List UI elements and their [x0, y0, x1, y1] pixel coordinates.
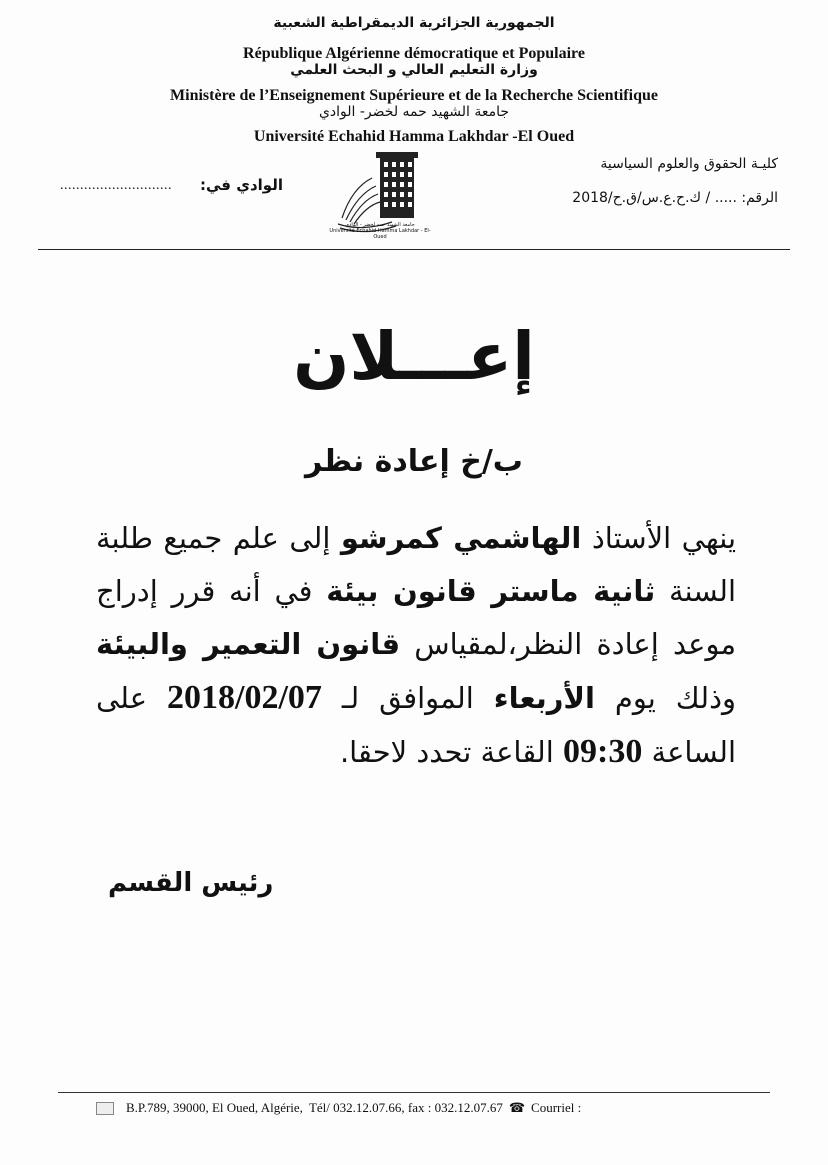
place-date-blank: ............................ — [60, 178, 172, 193]
phone-icon: ☎ — [508, 1100, 526, 1115]
body-text: وذلك يوم — [614, 681, 736, 715]
exam-date: 2018/02/07 — [167, 679, 322, 716]
announcement-subtitle: ب/خ إعادة نظر — [305, 444, 523, 479]
republic-french: République Algérienne démocratique et Populaire — [243, 45, 585, 62]
body-text: إلى علم جميع طلبة السنة — [96, 521, 737, 608]
logo-caption-french: Université Echahid Hamma Lakhdar - El-Oued — [329, 228, 431, 240]
exam-time: 09:30 — [563, 733, 643, 770]
university-arabic: جامعة الشهيد حمه لخضر- الوادي — [318, 104, 510, 120]
body-text: ينهي الأستاذ — [591, 521, 737, 555]
logo-caption-arabic: جامعة الشهيد حمه لخضر - الوادي — [345, 222, 415, 228]
body-text: على الساعة — [96, 681, 736, 769]
body-text: القاعة تحدد لاحقا. — [339, 735, 554, 769]
exam-day: الأربعاء — [493, 681, 595, 715]
logo-caption — [326, 222, 434, 240]
body-text: في أنه قرر إدراج موعد إعادة النظر،لمقياس — [96, 574, 736, 661]
student-level: ثانية ماستر قانون بيئة — [326, 574, 656, 608]
footer-address: B.P.789, 39000, El Oued, Algérie, — [126, 1100, 303, 1115]
republic-arabic: الجمهورية الجزائرية الديمقراطية الشعبية — [273, 15, 555, 31]
professor-name: الهاشمي كمرشو — [340, 521, 582, 555]
faculty-name: كليـة الحقوق والعلوم السياسية — [600, 156, 778, 172]
module-name: قانون التعمير والبيئة — [96, 627, 401, 661]
footer-divider — [58, 1092, 770, 1093]
announcement-title: إعـــلان — [293, 318, 535, 395]
footer — [96, 1100, 581, 1116]
ministry-french: Ministère de l’Enseignement Supérieure et de la Recherche Scientifique — [170, 87, 658, 104]
footer-email-label: Courriel : — [531, 1100, 582, 1115]
body-text: الموافق لـ — [341, 681, 474, 715]
department-head-signature: رئيس القسم — [108, 868, 274, 898]
place-date-label: الوادي في: — [200, 176, 283, 194]
university-french: Université Echahid Hamma Lakhdar -El Oued — [253, 128, 575, 145]
mailbox-icon — [96, 1102, 114, 1115]
footer-phone: Tél/ 032.12.07.66, fax : 032.12.07.67 — [308, 1100, 503, 1115]
reference-number: الرقم: ..... / ك.ح.ع.س/ق.ح/2018 — [572, 190, 778, 206]
ministry-arabic: وزارة التعليم العالي و البحث العلمي — [290, 62, 538, 78]
header-divider — [38, 249, 790, 250]
announcement-body — [96, 512, 736, 779]
